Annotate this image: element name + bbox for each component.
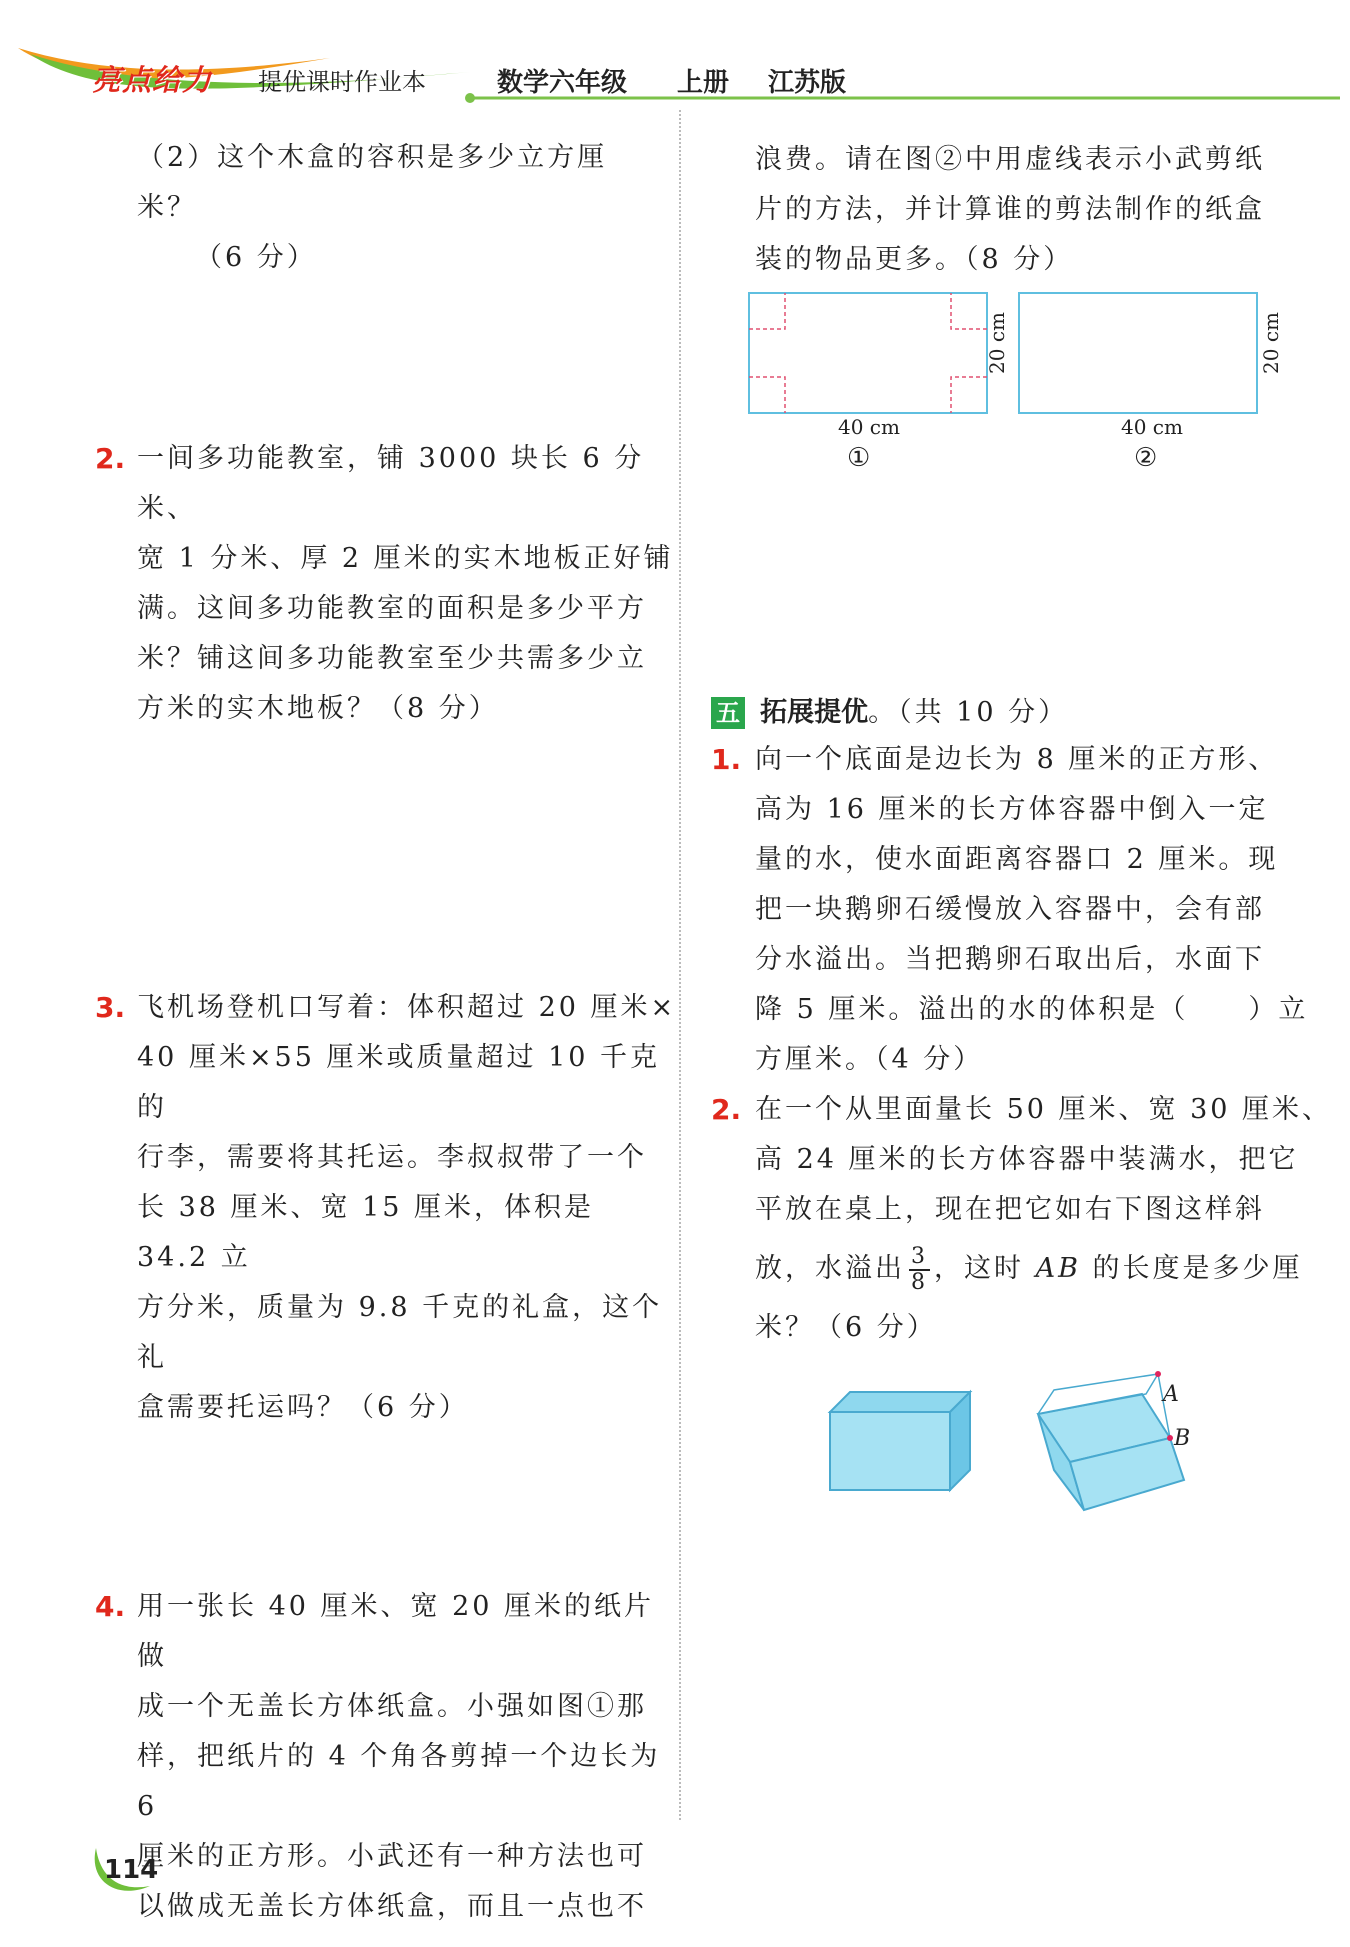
fig2-caption: ② (1134, 443, 1158, 473)
question-1-part-2 (137, 133, 667, 283)
q4-number: 4. (95, 1590, 126, 1623)
q1-2-line: （2）这个木盒的容积是多少立方厘米？ (137, 142, 608, 223)
e2-text: ，这时 (934, 1253, 1036, 1284)
column-divider (679, 110, 681, 1820)
q3-line: 飞机场登机口写着：体积超过 20 厘米× (137, 992, 677, 1023)
e2-text: 的长度是多少厘 (1080, 1253, 1303, 1284)
e1-line: 降 5 厘米。溢出的水的体积是（ ）立 (755, 994, 1309, 1025)
fraction-three-eighths (909, 1245, 930, 1295)
page-number: 114 (104, 1855, 159, 1885)
section-number-box: 五 (711, 697, 745, 729)
brand-logo-text: 亮点给力 (92, 63, 213, 97)
fraction-numerator: 3 (911, 1243, 928, 1269)
e2-fraction-line (755, 1235, 1335, 1303)
q4-line: 以做成无盖长方体纸盒，而且一点也不 (137, 1891, 647, 1922)
fig2-height-label: 20 cm (1259, 312, 1283, 374)
e1-line: 向一个底面是边长为 8 厘米的正方形、 (755, 744, 1279, 775)
section-5-heading (711, 688, 1068, 738)
e2-line: 米？（6 分） (755, 1312, 937, 1343)
q4-line: 样，把纸片的 4 个角各剪掉一个边长为 6 (137, 1741, 661, 1822)
fig1-caption: ① (847, 443, 871, 473)
e2-line: 平放在桌上，现在把它如右下图这样斜 (755, 1194, 1265, 1225)
q2-line: 宽 1 分米、厚 2 厘米的实木地板正好铺 (137, 543, 674, 574)
question-3 (95, 983, 677, 1433)
fig1-height-label: 20 cm (985, 312, 1009, 374)
q3-line: 40 厘米×55 厘米或质量超过 10 千克的 (137, 1042, 661, 1123)
q2-line: 方米的实木地板？（8 分） (137, 693, 499, 724)
question-4 (95, 1582, 677, 1932)
fig1-width-label: 40 cm (838, 415, 900, 439)
q3-number: 3. (95, 991, 126, 1024)
extension-question-2 (711, 1085, 1335, 1353)
subject-grade: 数学六年级 (497, 68, 628, 98)
point-b-label: B (1174, 1426, 1191, 1451)
q4-line: 用一张长 40 厘米、宽 20 厘米的纸片做 (137, 1591, 655, 1672)
q3-line: 盒需要托运吗？（6 分） (137, 1392, 469, 1423)
point-b-marker (1167, 1435, 1173, 1441)
fig2-width-label: 40 cm (1121, 415, 1183, 439)
extension-question-1 (711, 735, 1335, 1085)
fraction-denominator: 8 (911, 1269, 928, 1295)
point-a-marker (1155, 1371, 1161, 1377)
e1-line: 把一块鹅卵石缓慢放入容器中，会有部 (755, 894, 1265, 925)
q3-line: 行李，需要将其托运。李叔叔带了一个 (137, 1142, 647, 1173)
q4-cont-line: 装的物品更多。（8 分） (755, 244, 1074, 275)
series-title: 提优课时作业本 (258, 68, 426, 96)
q4-cont-line: 浪费。请在图②中用虚线表示小武剪纸 (755, 144, 1265, 175)
q4-line: 成一个无盖长方体纸盒。小强如图①那 (137, 1691, 647, 1722)
section-score: 。（共 10 分） (868, 697, 1069, 728)
question-4-continued (755, 135, 1315, 285)
e1-line: 量的水，使水面距离容器口 2 厘米。现 (755, 844, 1279, 875)
question-2 (95, 434, 677, 734)
q1-2-score: （6 分） (195, 242, 317, 273)
e2-line: 高 24 厘米的长方体容器中装满水，把它 (755, 1144, 1299, 1175)
q2-line: 一间多功能教室，铺 3000 块长 6 分米、 (137, 443, 645, 524)
point-a-label: A (1163, 1382, 1179, 1407)
e2-line: 在一个从里面量长 50 厘米、宽 30 厘米、 (755, 1094, 1333, 1125)
upright-water-box-illustration (820, 1380, 980, 1510)
q2-number: 2. (95, 442, 126, 475)
q3-line: 长 38 厘米、宽 15 厘米，体积是 34.2 立 (137, 1192, 595, 1273)
volume-label: 上册 (677, 68, 730, 98)
e2-text: 放，水溢出 (755, 1253, 905, 1284)
q2-line: 米？铺这间多功能教室至少共需多少立 (137, 643, 647, 674)
e1-line: 方厘米。（4 分） (755, 1044, 984, 1075)
q3-line: 方分米，质量为 9.8 千克的礼盒，这个礼 (137, 1292, 663, 1373)
header-dot (465, 93, 475, 103)
e1-number: 1. (711, 743, 742, 776)
edition-label: 江苏版 (768, 68, 847, 98)
q4-line: 厘米的正方形。小武还有一种方法也可 (137, 1841, 647, 1872)
q2-line: 满。这间多功能教室的面积是多少平方 (137, 593, 647, 624)
e2-number: 2. (711, 1093, 742, 1126)
figure-1-paper-with-corner-cuts (745, 285, 1015, 475)
segment-ab: AB (1035, 1253, 1081, 1284)
e1-line: 高为 16 厘米的长方体容器中倒入一定 (755, 794, 1269, 825)
q4-cont-line: 片的方法，并计算谁的剪法制作的纸盒 (755, 194, 1265, 225)
e1-line: 分水溢出。当把鹅卵石取出后，水面下 (755, 944, 1265, 975)
section-title: 拓展提优 (760, 697, 869, 728)
